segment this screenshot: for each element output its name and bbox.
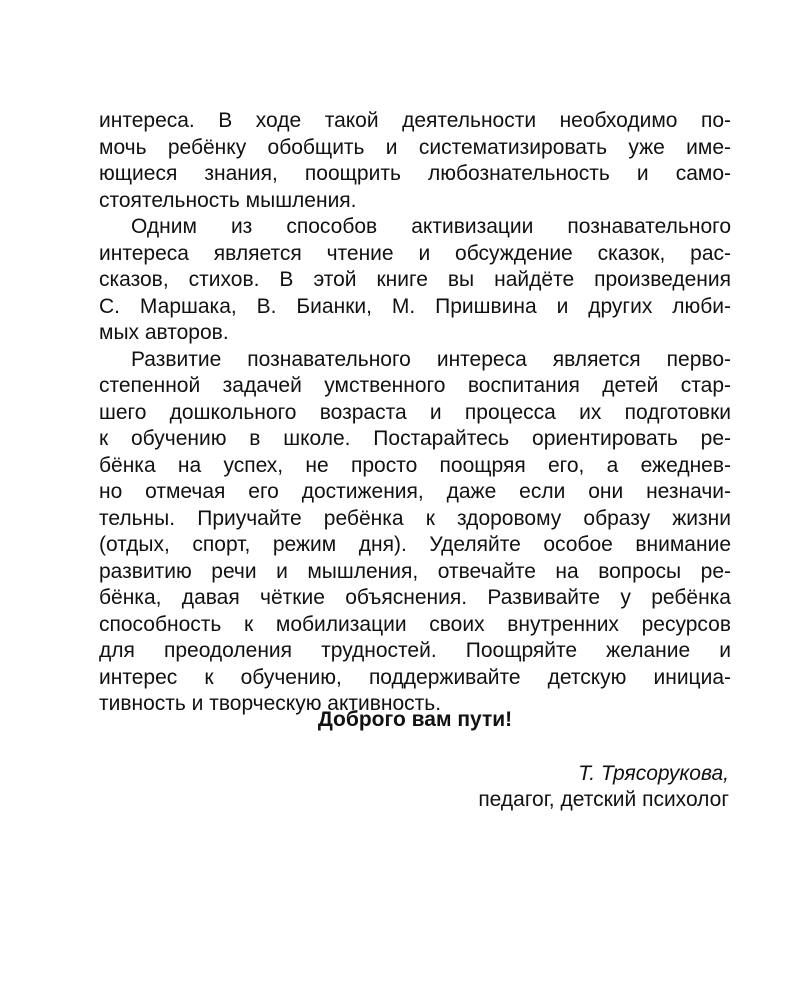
text-line: но отмечая его достижения, даже если они незначи-	[99, 480, 731, 503]
text-line: интерес к обучению, поддерживайте детскую инициа-	[99, 665, 731, 689]
text-line: шего дошкольного возраста и процесса их подготовки	[99, 400, 731, 424]
text-line: Развитие познавательного интереса является перво-	[131, 347, 731, 371]
paragraph-p3	[99, 347, 731, 718]
text-line: сказов, стихов. В этой книге вы найдёте произведения	[99, 268, 731, 291]
text-line: Одним из способов активизации познавательного	[131, 215, 731, 238]
paragraph-p2	[99, 214, 731, 347]
text-line: мочь ребёнку обобщить и систематизировать уже име-	[99, 135, 731, 159]
paragraph-p1	[99, 108, 731, 214]
closing-line: Доброго вам пути!	[317, 708, 513, 731]
text-line: интереса. В ходе такой деятельности необходимо по-	[99, 109, 731, 132]
text-line: способность к мобилизации своих внутренних ресурсов	[99, 612, 731, 636]
text-line: С. Маршака, В. Бианки, М. Пришвина и других люби-	[99, 294, 731, 318]
text-line: к обучению в школе. Постарайтесь ориентировать ре-	[99, 427, 731, 450]
text-line: стоятельность мышления.	[99, 188, 357, 212]
text-line: степенной задачей умственного воспитания детей стар-	[99, 374, 731, 397]
author-role: педагог, детский психолог	[478, 788, 729, 811]
text-line: бёнка, давая чёткие объяснения. Развивайте у ребёнка	[99, 586, 731, 609]
text-line: ющиеся знания, поощрить любознательность и само-	[99, 162, 731, 185]
text-line: мых авторов.	[99, 321, 229, 344]
text-line: для преодоления трудностей. Поощряйте желание и	[99, 639, 731, 662]
body-text	[99, 108, 731, 718]
text-line: интереса является чтение и обсуждение сказок, рас-	[99, 241, 731, 265]
author-name: Т. Трясорукова,	[578, 762, 729, 785]
text-line: (отдых, спорт, режим дня). Уделяйте особое внимание	[99, 533, 731, 556]
text-line: тельны. Приучайте ребёнка к здоровому образу жизни	[99, 506, 731, 530]
text-line: бёнка на успех, не просто поощряя его, а ежеднев-	[99, 453, 731, 477]
text-line: развитию речи и мышления, отвечайте на вопросы ре-	[99, 559, 731, 583]
text-line: тивность и творческую активность.	[99, 692, 442, 715]
